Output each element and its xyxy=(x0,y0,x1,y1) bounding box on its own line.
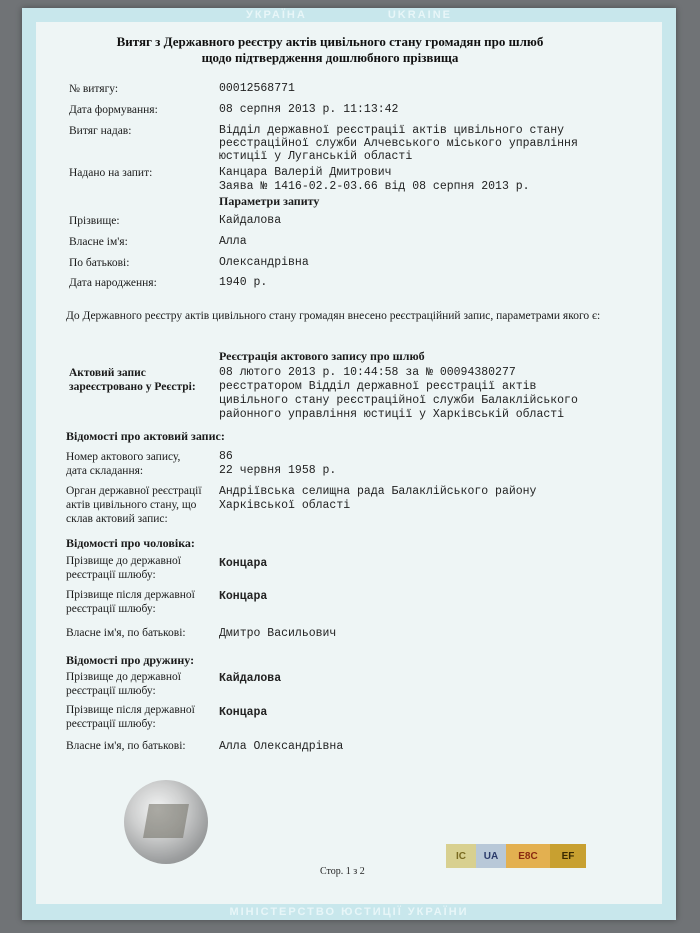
patronymic-value: Олександрівна xyxy=(219,256,309,269)
record-heading: Реєстрація актового запису про шлюб xyxy=(219,349,425,363)
issued-by-label: Витяг надав: xyxy=(69,125,132,137)
husband-before-label-1: Прізвище до державної xyxy=(66,555,181,567)
request-label: Надано на запит: xyxy=(69,167,153,179)
husband-after-label-1: Прізвище після державної xyxy=(66,589,195,601)
organ-label-line-3: склав актовий запис: xyxy=(66,513,168,525)
extract-no-label: № витягу: xyxy=(69,83,119,95)
surname-label: Прізвище: xyxy=(69,215,120,227)
birth-label: Дата народження: xyxy=(69,277,157,289)
record-label-line-1: Актовий запис xyxy=(69,367,146,379)
stamp-e8c: E8C xyxy=(506,844,550,868)
stamp-ef: EF xyxy=(550,844,586,868)
name-value: Алла xyxy=(219,235,247,248)
document-title xyxy=(60,34,600,66)
title-line-1: Витяг з Державного реєстру актів цивільного стану громадян про шлюб xyxy=(116,34,544,49)
record-line-1: 08 лютого 2013 р. 10:44:58 за № 00094380277 xyxy=(219,366,516,379)
request-line-2: Заява № 1416-02.2-03.66 від 08 серпня 2013 р. xyxy=(219,180,530,193)
wife-before-label-2: реєстрації шлюбу: xyxy=(66,685,156,697)
title-line-2: щодо підтвердження дошлюбного прізвища xyxy=(201,50,459,65)
organ-label-line-1: Орган державної реєстрації xyxy=(66,485,202,497)
husband-before-label-2: реєстрації шлюбу: xyxy=(66,569,156,581)
name-label: Власне ім'я: xyxy=(69,236,128,248)
border-top-text xyxy=(22,9,676,21)
wife-before-label-1: Прізвище до державної xyxy=(66,671,181,683)
wife-name-value: Алла Олександрівна xyxy=(219,740,344,753)
act-date-value: 22 червня 1958 р. xyxy=(219,464,337,477)
security-stamps xyxy=(446,844,586,868)
act-number-value: 86 xyxy=(219,450,233,463)
intro-paragraph: До Державного реєстру актів цивільного стану громадян внесено реєстраційний запис, параметрами якого є: xyxy=(66,310,601,322)
record-line-3: цивільного стану реєстраційної служби Балаклійського xyxy=(219,394,578,407)
organ-value-line-2: Харківської області xyxy=(219,499,351,512)
extract-no-value: 00012568771 xyxy=(219,82,295,95)
organ-value-line-1: Андріївська селищна рада Балаклійського району xyxy=(219,485,537,498)
wife-after-value: Концара xyxy=(219,706,268,719)
issued-by-line-2: реєстраційної служби Алчевського міського управління xyxy=(219,137,578,150)
params-heading: Параметри запиту xyxy=(219,194,320,208)
stamp-ic: IC xyxy=(446,844,476,868)
husband-before-value: Концара xyxy=(219,557,268,570)
patronymic-label: По батькові: xyxy=(69,257,130,269)
request-line-1: Канцара Валерій Дмитрович xyxy=(219,166,392,179)
wife-heading: Відомості про дружину: xyxy=(66,653,195,667)
husband-after-label-2: реєстрації шлюбу: xyxy=(66,603,156,615)
surname-value: Кайдалова xyxy=(219,214,282,227)
birth-value: 1940 р. xyxy=(219,276,268,289)
wife-name-label: Власне ім'я, по батькові: xyxy=(66,740,186,752)
husband-heading: Відомості про чоловіка: xyxy=(66,536,195,550)
border-ukraine-ua: УКРАЇНА xyxy=(246,9,307,21)
stamp-ua: UA xyxy=(476,844,506,868)
wife-after-label-2: реєстрації шлюбу: xyxy=(66,718,156,730)
issued-by-line-3: юстиції у Луганській області xyxy=(219,150,413,163)
act-date-label: дата складання: xyxy=(66,465,144,477)
issued-by-line-1: Відділ державної реєстрації актів цивільного стану xyxy=(219,124,565,137)
record-line-4: районного управління юстиції у Харківській області xyxy=(219,408,565,421)
husband-name-label: Власне ім'я, по батькові: xyxy=(66,627,186,639)
organ-label-line-2: актів цивільного стану, що xyxy=(66,499,197,511)
act-number-label: Номер актового запису, xyxy=(66,451,181,463)
record-line-2: реєстратором Відділ державної реєстрації актів xyxy=(219,380,537,393)
page-number: Стор. 1 з 2 xyxy=(320,866,365,877)
hologram-seal-icon xyxy=(124,780,208,864)
border-ukraine-en: UKRAINE xyxy=(387,9,452,21)
husband-after-value: Концара xyxy=(219,590,268,603)
act-heading: Відомості про актовий запис: xyxy=(66,429,225,443)
husband-name-value: Дмитро Васильович xyxy=(219,627,337,640)
date-formed-value: 08 серпня 2013 р. 11:13:42 xyxy=(219,103,399,116)
border-bottom-text: МІНІСТЕРСТВО ЮСТИЦІЇ УКРАЇНИ xyxy=(229,906,469,918)
wife-after-label-1: Прізвище після державної xyxy=(66,704,195,716)
date-formed-label: Дата формування: xyxy=(69,104,158,116)
record-label-line-2: зареєстровано у Реєстрі: xyxy=(69,381,196,393)
wife-before-value: Кайдалова xyxy=(219,672,282,685)
